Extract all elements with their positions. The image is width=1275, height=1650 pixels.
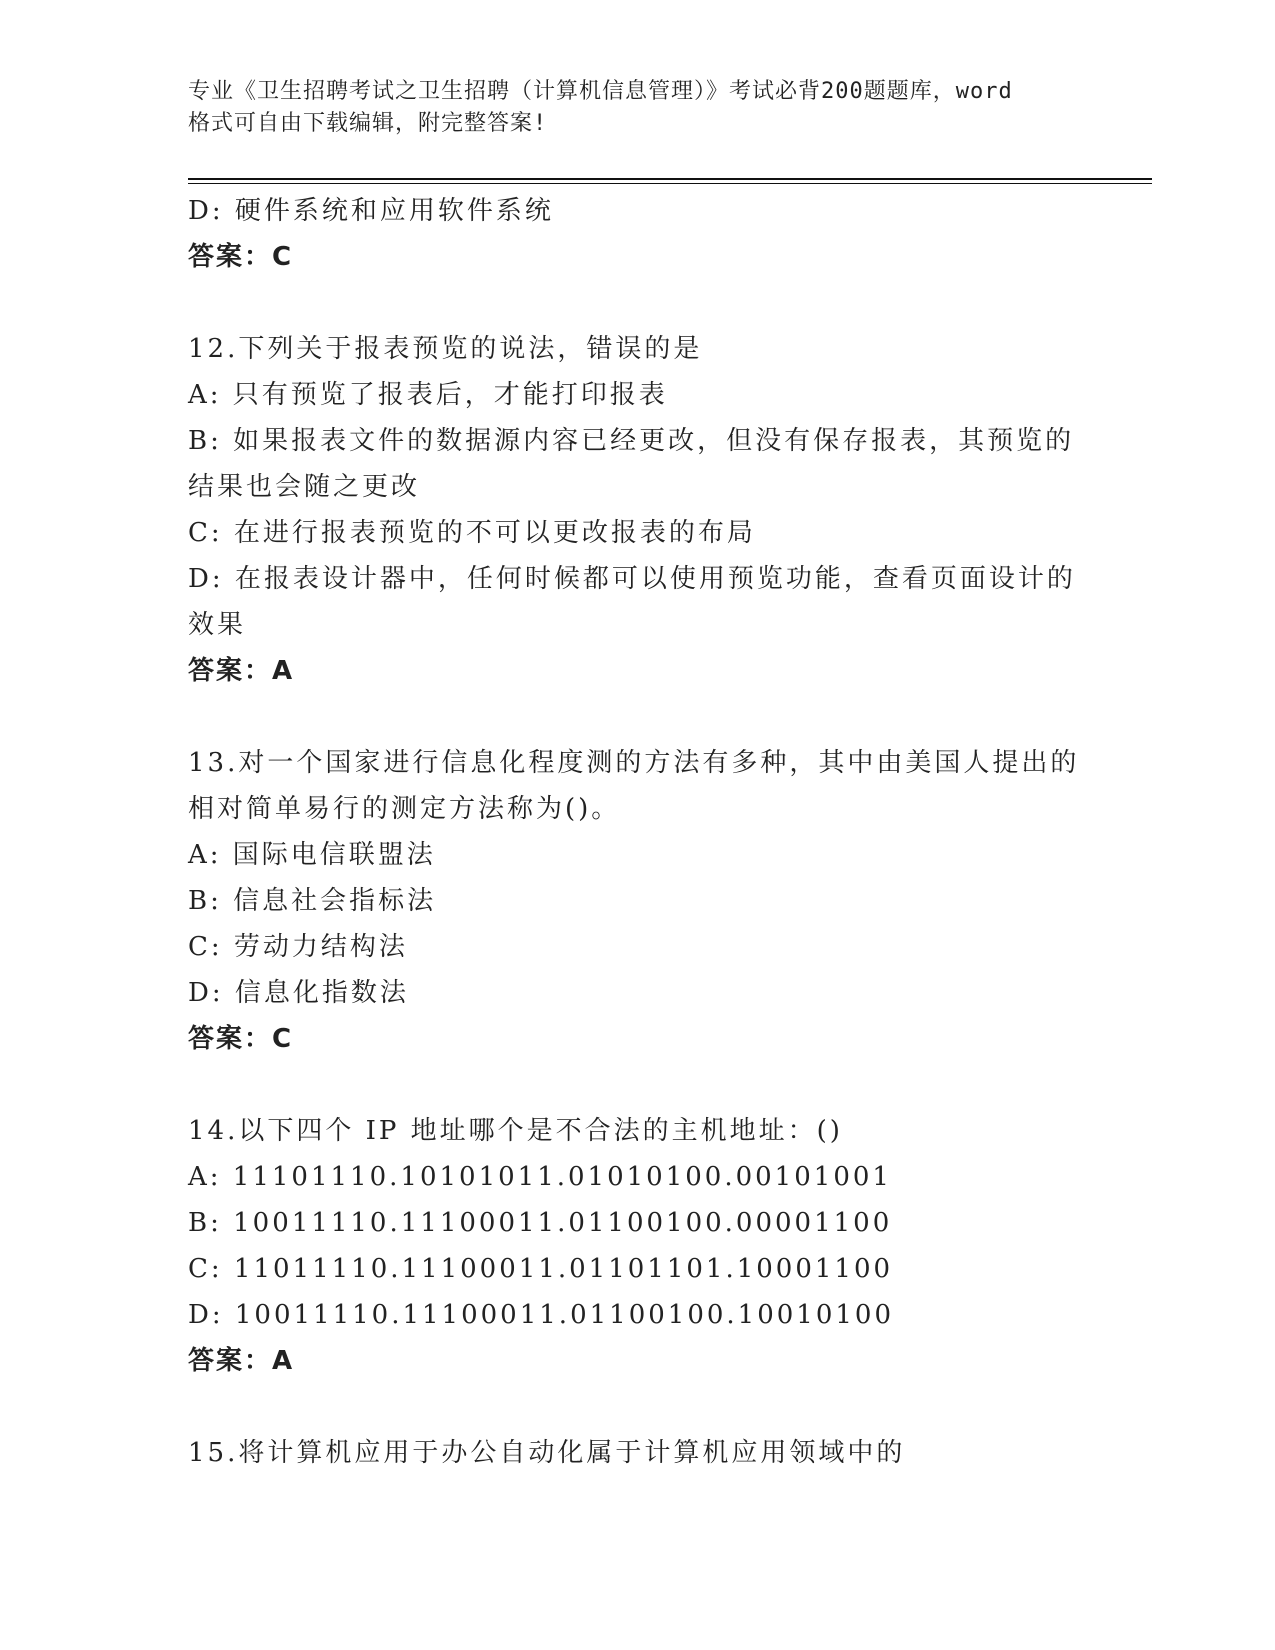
question-13-stem-line-1: 13.对一个国家进行信息化程度测的方法有多种，其中由美国人提出的 [188, 748, 1080, 778]
question-14-option-d: D: 10011110.11100011.01100100.10010100 [188, 1300, 895, 1330]
spacer [188, 1062, 1088, 1108]
question-12 [188, 326, 1088, 694]
question-content [188, 188, 1088, 1476]
spacer [188, 694, 1088, 740]
question-14-option-c: C: 11011110.11100011.01101101.10001100 [188, 1254, 894, 1284]
question-12-option-c: C: 在进行报表预览的不可以更改报表的布局 [188, 518, 756, 548]
header-title-line-2: 格式可自由下载编辑，附完整答案! [188, 111, 548, 136]
question-13 [188, 740, 1088, 1062]
question-13-stem-line-2: 相对简单易行的测定方法称为()。 [188, 794, 621, 824]
document-header [188, 76, 1088, 140]
question-14 [188, 1108, 1088, 1384]
header-divider-thin [188, 183, 1152, 184]
prev-question-option-d: D: 硬件系统和应用软件系统 [188, 196, 554, 226]
spacer [188, 1384, 1088, 1430]
header-title-line-1: 专业《卫生招聘考试之卫生招聘（计算机信息管理）》考试必背200题题库，word [188, 79, 1013, 104]
question-12-option-b-line-1: B: 如果报表文件的数据源内容已经更改，但没有保存报表，其预览的 [188, 426, 1075, 456]
question-14-option-a: A: 11101110.10101011.01010100.00101001 [188, 1162, 892, 1192]
header-divider-thick [188, 178, 1152, 180]
question-13-option-c: C: 劳动力结构法 [188, 932, 408, 962]
spacer [188, 280, 1088, 326]
question-12-answer: 答案：A [188, 656, 295, 686]
question-13-answer: 答案：C [188, 1024, 294, 1054]
question-14-answer: 答案：A [188, 1346, 295, 1376]
question-13-option-a: A: 国际电信联盟法 [188, 840, 436, 870]
question-12-option-b-line-2: 结果也会随之更改 [188, 472, 421, 502]
question-15-stem: 15.将计算机应用于办公自动化属于计算机应用领域中的 [188, 1438, 906, 1468]
question-12-option-d-line-1: D: 在报表设计器中，任何时候都可以使用预览功能，查看页面设计的 [188, 564, 1076, 594]
question-15 [188, 1430, 1088, 1476]
question-14-option-b: B: 10011110.11100011.01100100.00001100 [188, 1208, 893, 1238]
question-13-option-d: D: 信息化指数法 [188, 978, 409, 1008]
question-13-option-b: B: 信息社会指标法 [188, 886, 437, 916]
question-12-option-d-line-2: 效果 [188, 610, 247, 640]
question-12-stem: 12.下列关于报表预览的说法，错误的是 [188, 334, 703, 364]
question-12-option-a: A: 只有预览了报表后，才能打印报表 [188, 380, 668, 410]
question-14-stem: 14.以下四个 IP 地址哪个是不合法的主机地址：() [188, 1116, 843, 1146]
prev-question-answer: 答案：C [188, 242, 294, 272]
